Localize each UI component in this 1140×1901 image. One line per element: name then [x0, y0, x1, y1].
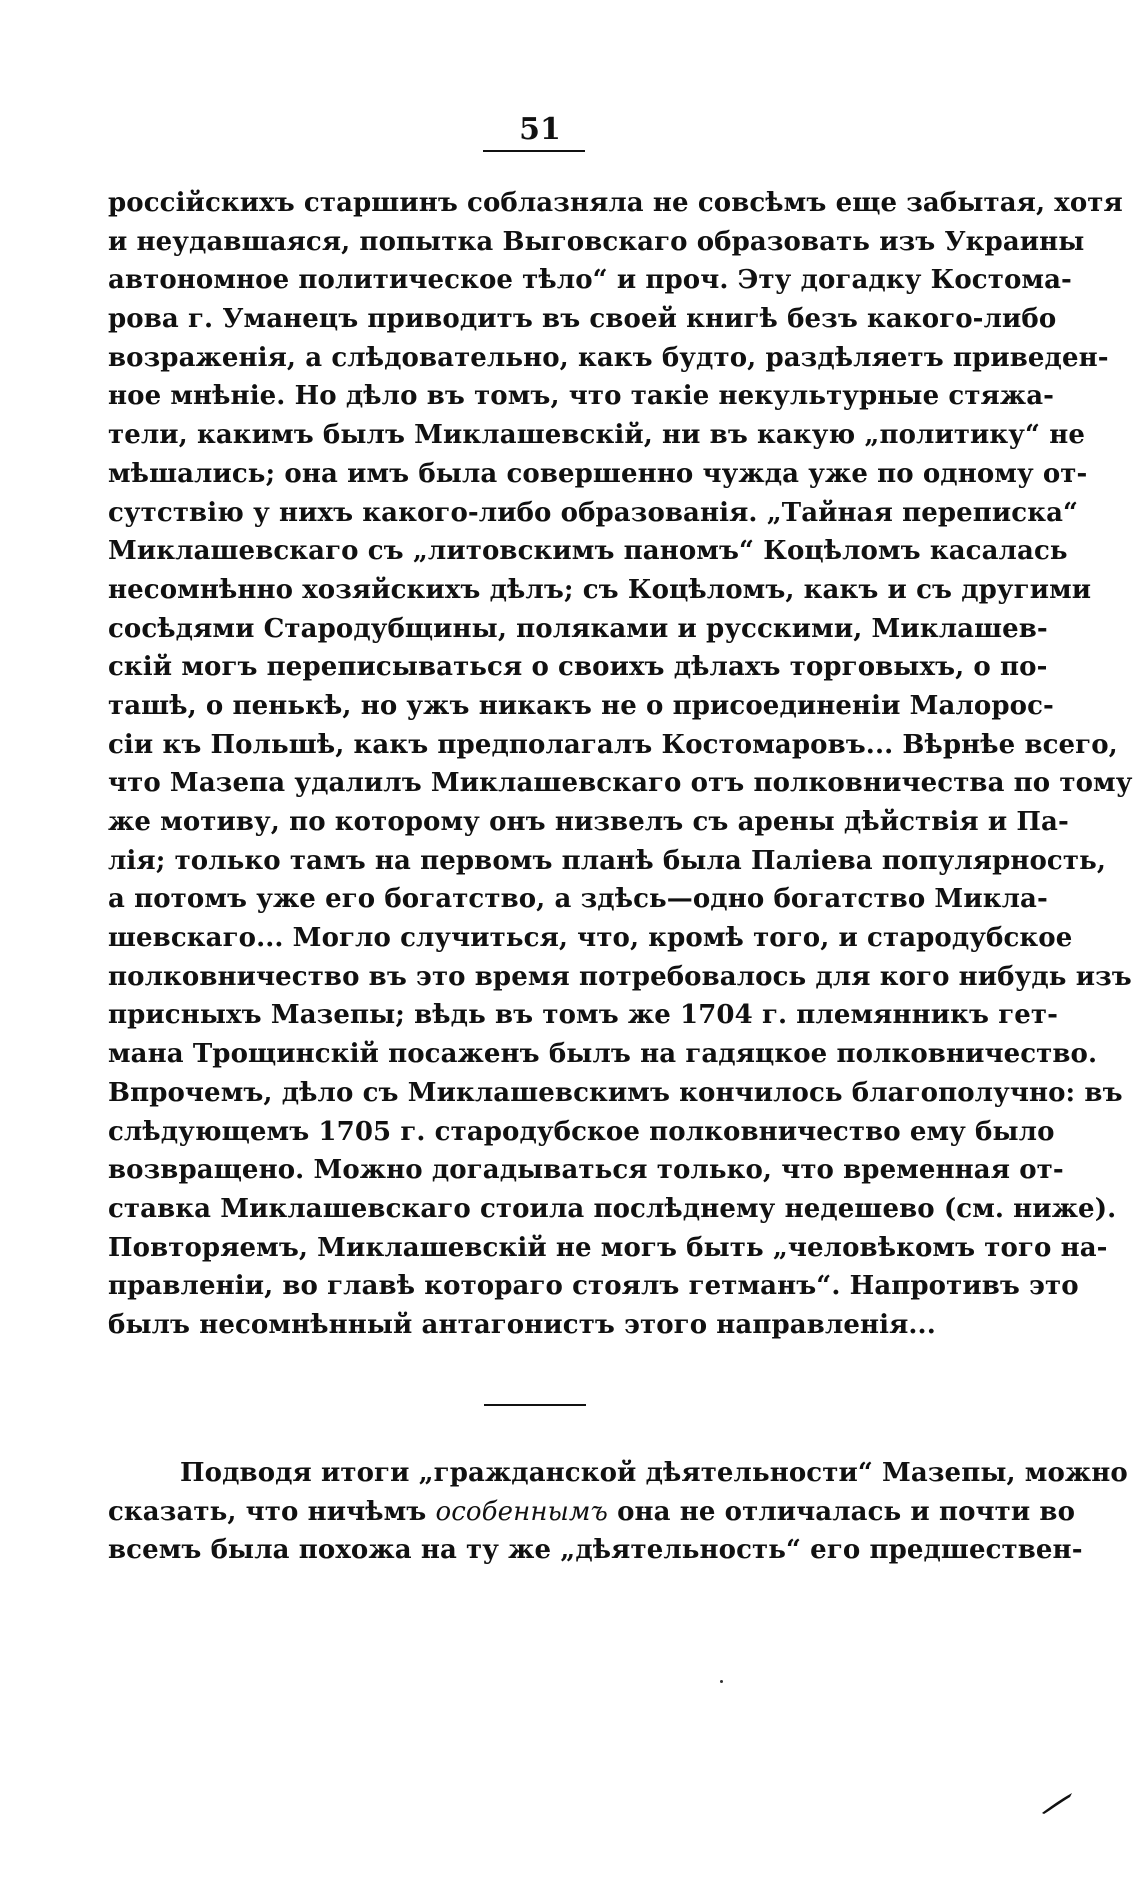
ink-speck — [720, 1680, 723, 1683]
text-line: ставка Миклашевскаго стоила послѣднему недешево (см. ниже). — [108, 1193, 1117, 1224]
text-line: возраженія, а слѣдовательно, какъ будто, раздѣляетъ приведен- — [108, 342, 1109, 373]
text-segment: она не отличалась и почти во — [607, 1496, 1076, 1527]
text-line: сосѣдями Стародубщины, поляками и русскими, Миклашев- — [108, 613, 1048, 644]
text-line: правленіи, во главѣ котораго стоялъ гетманъ“. Напротивъ это — [108, 1271, 1079, 1302]
text-line: рова г. Уманецъ приводитъ въ своей книгѣ безъ какого-либо — [108, 304, 1057, 335]
section-divider — [484, 1404, 586, 1406]
text-line: Миклашевскаго съ „литовскимъ паномъ“ Коцѣломъ касалась — [108, 536, 1068, 567]
pen-mark-icon — [1040, 1791, 1074, 1815]
page-number-rule — [483, 150, 585, 152]
text-line: сутствію у нихъ какого-либо образованія. „Тайная переписка“ — [108, 497, 1079, 528]
text-line: скій могъ переписываться о своихъ дѣлахъ торговыхъ, о по- — [108, 652, 1048, 683]
text-line: полковничество въ это время потребовалось для кого нибудь изъ — [108, 961, 1132, 992]
text-line: же мотиву, по которому онъ низвелъ съ арены дѣйствія и Па- — [108, 807, 1069, 837]
text-line: присныхъ Мазепы; вѣдь въ томъ же 1704 г. племянникъ гет- — [108, 1000, 1058, 1031]
italic-emphasis: особеннымъ — [435, 1496, 608, 1527]
text-line: Повторяемъ, Миклашевскій не могъ быть „человѣкомъ того на- — [108, 1232, 1108, 1263]
text-line: тели, какимъ былъ Миклашевскій, ни въ какую „политику“ не — [108, 420, 1086, 451]
text-line: слѣдующемъ 1705 г. стародубское полковничество ему было — [108, 1116, 1055, 1147]
text-line: и неудавшаяся, попытка Выговскаго образовать изъ Украины — [108, 226, 1085, 257]
text-line: автономное политическое тѣло“ и проч. Эту догадку Костома- — [108, 265, 1072, 296]
text-line: шевскаго... Могло случиться, что, кромѣ того, и стародубское — [108, 923, 1073, 954]
text-line: мана Трощинскій посаженъ былъ на гадяцкое полковничество. — [108, 1039, 1098, 1070]
text-line: лія; только тамъ на первомъ планѣ была Паліева популярность, — [108, 845, 1106, 876]
text-line: былъ несомнѣнный антагонистъ этого направленія... — [108, 1309, 936, 1340]
text-line: всемъ была похожа на ту же „дѣятельность“ его предшествен- — [108, 1535, 1083, 1566]
text-segment: сказать, что ничѣмъ — [108, 1496, 436, 1527]
text-line: мѣшались; она имъ была совершенно чужда уже по одному от- — [108, 458, 1088, 489]
text-line: что Мазепа удалилъ Миклашевскаго отъ полковничества по тому — [108, 768, 1133, 799]
page-number: 51 — [519, 112, 561, 147]
text-line: возвращено. Можно догадываться только, что временная от- — [108, 1155, 1064, 1186]
text-line: Впрочемъ, дѣло съ Миклашевскимъ кончилось благополучно: въ — [108, 1077, 1123, 1108]
text-line: несомнѣнно хозяйскихъ дѣлъ; съ Коцѣломъ, какъ и съ другими — [108, 574, 1092, 605]
text-line: сіи къ Польшѣ, какъ предполагалъ Костомаровъ... Вѣрнѣе всего, — [108, 729, 1118, 760]
paragraph-second — [108, 1454, 1128, 1570]
text-line: ташѣ, о пенькѣ, но ужъ никакъ не о присоединеніи Малорос- — [108, 690, 1054, 721]
text-line — [108, 1493, 1076, 1532]
text-line: а потомъ уже его богатство, а здѣсь—одно богатство Микла- — [108, 884, 1048, 915]
text-line: россійскихъ старшинъ соблазняла не совсѣмъ еще забытая, хотя — [108, 188, 1123, 218]
text-line: Подводя итоги „гражданской дѣятельности“ Мазепы, можно — [180, 1458, 1128, 1488]
paragraph-main — [108, 184, 1133, 1345]
text-line: ное мнѣніе. Но дѣло въ томъ, что такіе некультурные стяжа- — [108, 381, 1055, 412]
